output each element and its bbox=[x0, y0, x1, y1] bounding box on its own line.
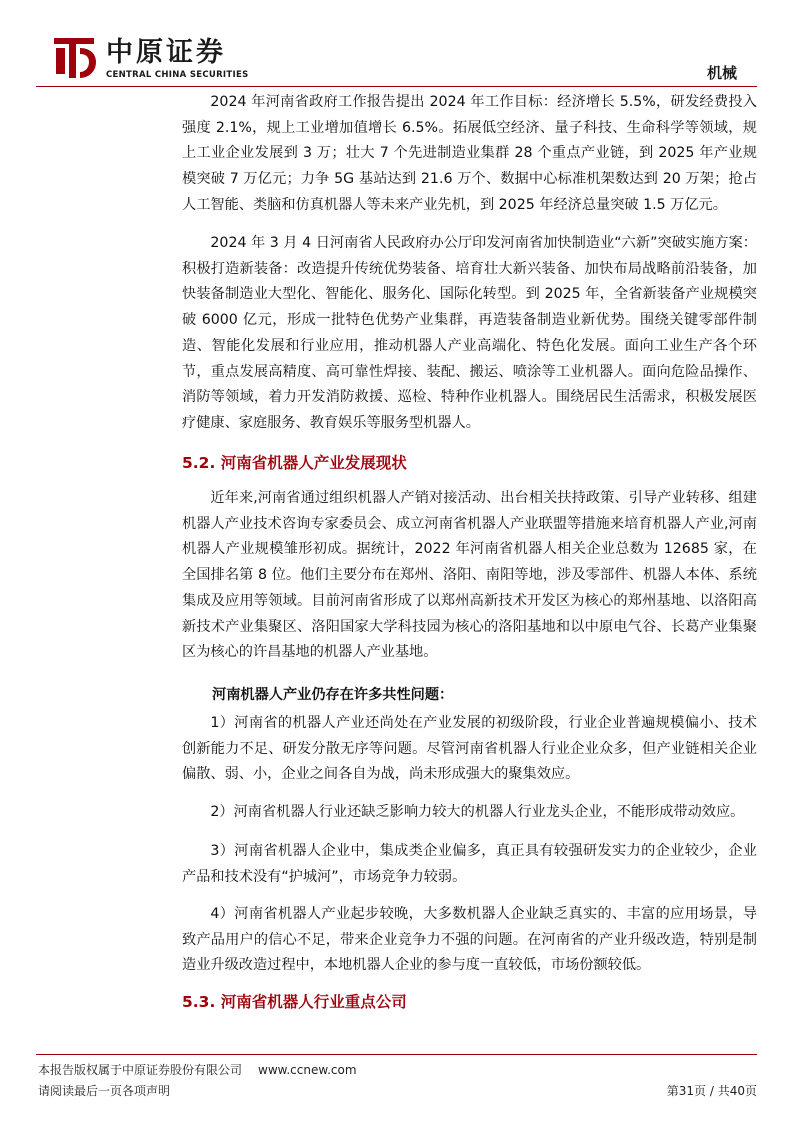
paragraph-industry-status: 近年来,河南省通过组织机器人产销对接活动、出台相关扶持政策、引导产业转移、组建机器人产业技术咨询专家委员会、成立河南省机器人产业联盟等措施来培育机器人产业,河南机器人产业规模雏形初成。据统计，2022 年河南省机器人相关企业总数为 12685 家，在全国排名第 8 位。他们主要分布在郑州、洛阳、南阳等地，涉及零部件、机器人本体、系统集成及应用等领域。目前河南省形成了以郑州高新技术开发区为核心的郑州基地、以洛阳高新技术产业集聚区、洛阳国家大学科技园为核心的洛阳基地和以中原电气谷、长葛产业集聚区为核心的许昌基地的机器人产业基地。 bbox=[182, 490, 757, 661]
paragraph-six-new-plan: 2024 年 3 月 4 日河南省人民政府办公厅印发河南省加快制造业“六新”突破实施方案：积极打造新装备：改造提升传统优势装备、培育壮大新兴装备、加快布局战略前沿装备，加快装备制造业大型化、智能化、服务化、国际化转型。到 2025 年，全省新装备产业规模突破 6000 亿元，形成一批特色优势产业集群，再造装备制造业新优势。围绕关键零部件制造、智能化发展和行业应用，推动机器人产业高端化、特色化发展。面向工业生产各个环节，重点发展高精度、高可靠性焊接、装配、搬运、喷涂等工业机器人。面向危险品操作、消防等领域，着力开发消防救援、巡检、特种作业机器人。围绕居民生活需求，积极发展医疗健康、家庭服务、教育娱乐等服务型机器人。 bbox=[182, 235, 757, 431]
brand-name-cn: 中原证券 bbox=[106, 37, 226, 68]
report-category: 机械 bbox=[706, 64, 737, 82]
header-divider bbox=[36, 86, 757, 87]
section-heading-5-2: 5.2. 河南省机器人产业发展现状 bbox=[182, 454, 407, 472]
problems-title: 河南机器人产业仍存在许多共性问题： bbox=[212, 687, 454, 703]
footer-left bbox=[38, 1060, 357, 1102]
logo-mark-icon bbox=[52, 34, 98, 82]
problem-item-4: 4）河南省机器人产业起步较晚，大多数机器人企业缺乏真实的、丰富的应用场景，导致产品用户的信心不足，带来企业竞争力不强的问题。在河南省的产业升级改造，特别是制造业升级改造过程中，本地机器人企业的参与度一直较低，市场份额较低。 bbox=[182, 906, 757, 974]
footer-disclaimer: 请阅读最后一页各项声明 bbox=[38, 1084, 171, 1098]
problem-item-1: 1）河南省的机器人产业还尚处在产业发展的初级阶段，行业企业普遍规模偏小、技术创新能力不足、研发分散无序等问题。尽管河南省机器人行业企业众多，但产业链相关企业偏散、弱、小，企业之间各自为战，尚未形成强大的聚集效应。 bbox=[182, 715, 757, 783]
problem-item-2: 2）河南省机器人行业还缺乏影响力较大的机器人行业龙头企业，不能形成带动效应。 bbox=[210, 804, 745, 820]
problem-item-3: 3）河南省机器人企业中，集成类企业偏多，真正具有较强研发实力的企业较少，企业产品和技术没有“护城河”，市场竞争力较弱。 bbox=[182, 843, 757, 885]
page-number: 第31页 / 共40页 bbox=[666, 1084, 757, 1098]
brand-name-en: CENTRAL CHINA SECURITIES bbox=[106, 70, 249, 80]
footer-copyright: 本报告版权属于中原证券股份有限公司 bbox=[38, 1063, 243, 1077]
section-heading-5-3: 5.3. 河南省机器人行业重点公司 bbox=[182, 993, 407, 1011]
footer-divider bbox=[36, 1054, 757, 1055]
company-logo bbox=[52, 34, 252, 86]
paragraph-work-report: 2024 年河南省政府工作报告提出 2024 年工作目标：经济增长 5.5%，研发经费投入强度 2.1%，规上工业增加值增长 6.5%。拓展低空经济、量子科技、生命科学等领域，规上工业企业发展到 3 万；壮大 7 个先进制造业集群 28 个重点产业链，到 2025 年产业规模突破 7 万亿元；力争 5G 基站达到 21.6 万个、数据中心标准机架数达到 20 万架；抢占人工智能、类脑和仿真机器人等未来产业先机，到 2025 年经济总量突破 1.5 万亿元。 bbox=[182, 94, 757, 213]
footer-copyright-line bbox=[38, 1060, 357, 1081]
footer-url-link[interactable]: www.ccnew.com bbox=[258, 1063, 357, 1077]
